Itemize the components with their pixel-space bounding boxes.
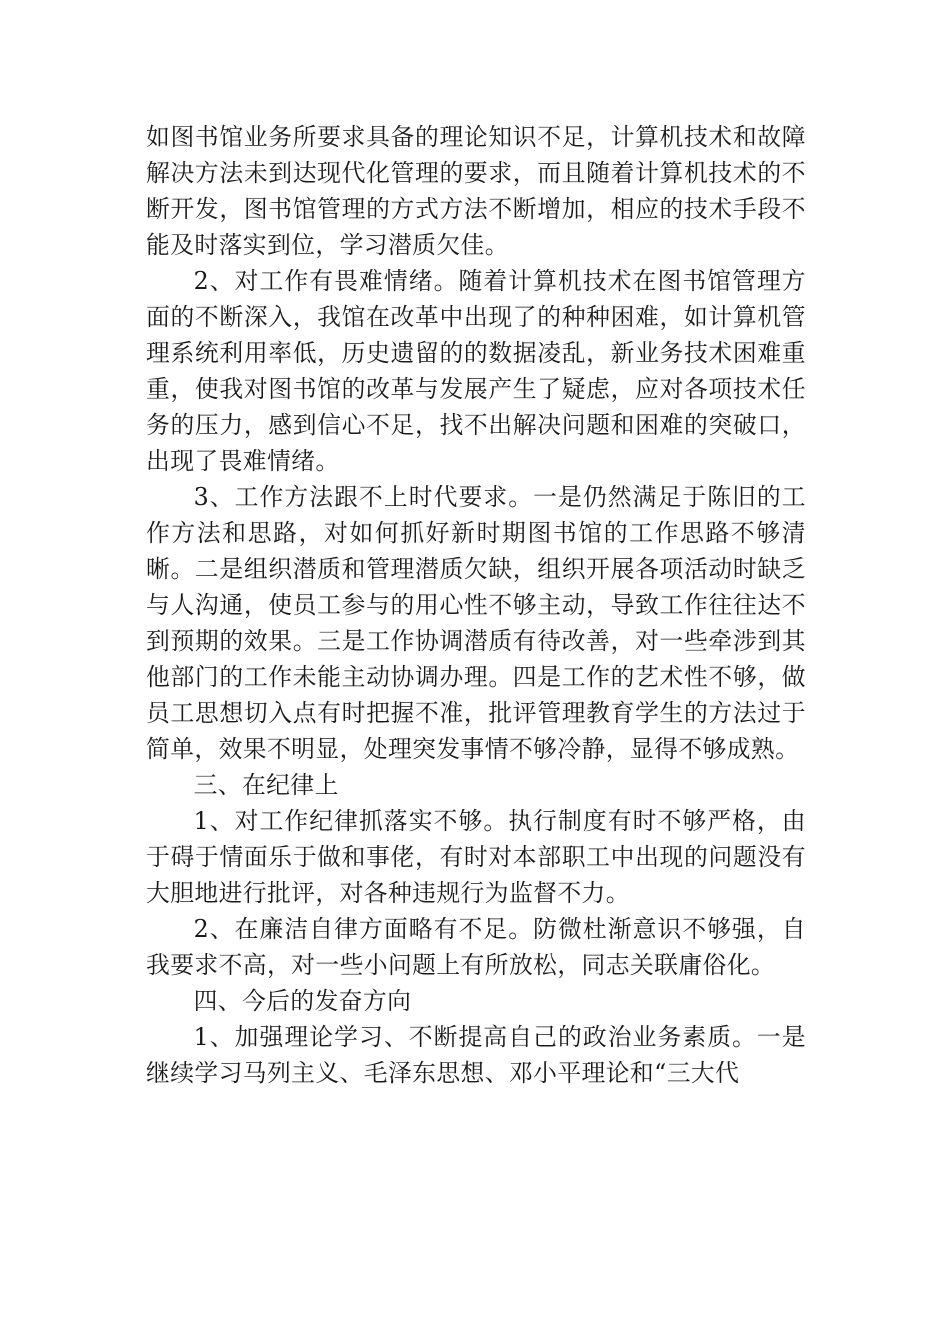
- section-heading-discipline: 三、在纪律上: [193, 771, 339, 799]
- section-heading-direction: 四、今后的发奋方向: [193, 987, 412, 1015]
- paragraph-item-2-difficulty: 2、对工作有畏难情绪。随着计算机技术在图书馆管理方面的不断深入，我馆在改革中出现了的种种困难，如计算机管理系统利用率低，历史遗留的的数据凌乱，新业务技术困难重重，使我对图书馆的改革与发展产生了疑虑，应对各项技术任务的压力，感到信心不足，找不出解决问题和困难的突破口，出现了畏难情绪。: [146, 267, 806, 475]
- paragraph-discipline-1: 1、对工作纪律抓落实不够。执行制度有时不够严格，由于碍于情面乐于做和事佬，有时对本部职工中出现的问题没有大胆地进行批评，对各种违规行为监督不力。: [146, 807, 806, 907]
- paragraph-direction-1: 1、加强理论学习、不断提高自己的政治业务素质。一是继续学习马列主义、毛泽东思想、邓小平理论和“三大代: [146, 1023, 806, 1087]
- paragraph-discipline-2: 2、在廉洁自律方面略有不足。防微杜渐意识不够强，自我要求不高，对一些小问题上有所放松，同志关联庸俗化。: [146, 915, 806, 979]
- document-page: [146, 119, 806, 1091]
- paragraph-item-3-method: 3、工作方法跟不上时代要求。一是仍然满足于陈旧的工作方法和思路，对如何抓好新时期图书馆的工作思路不够清晰。二是组织潜质和管理潜质欠缺，组织开展各项活动时缺乏与人沟通，使员工参与的用心性不够主动，导致工作往往达不到预期的效果。三是工作协调潜质有待改善，对一些牵涉到其他部门的工作未能主动协调办理。四是工作的艺术性不够，做员工思想切入点有时把握不准，批评管理教育学生的方法过于简单，效果不明显，处理突发事情不够冷静，显得不够成熟。: [146, 483, 806, 763]
- paragraph-continuation: 如图书馆业务所要求具备的理论知识不足，计算机技术和故障解决方法未到达现代化管理的要求，而且随着计算机技术的不断开发，图书馆管理的方式方法不断增加，相应的技术手段不能及时落实到位，学习潜质欠佳。: [146, 123, 806, 259]
